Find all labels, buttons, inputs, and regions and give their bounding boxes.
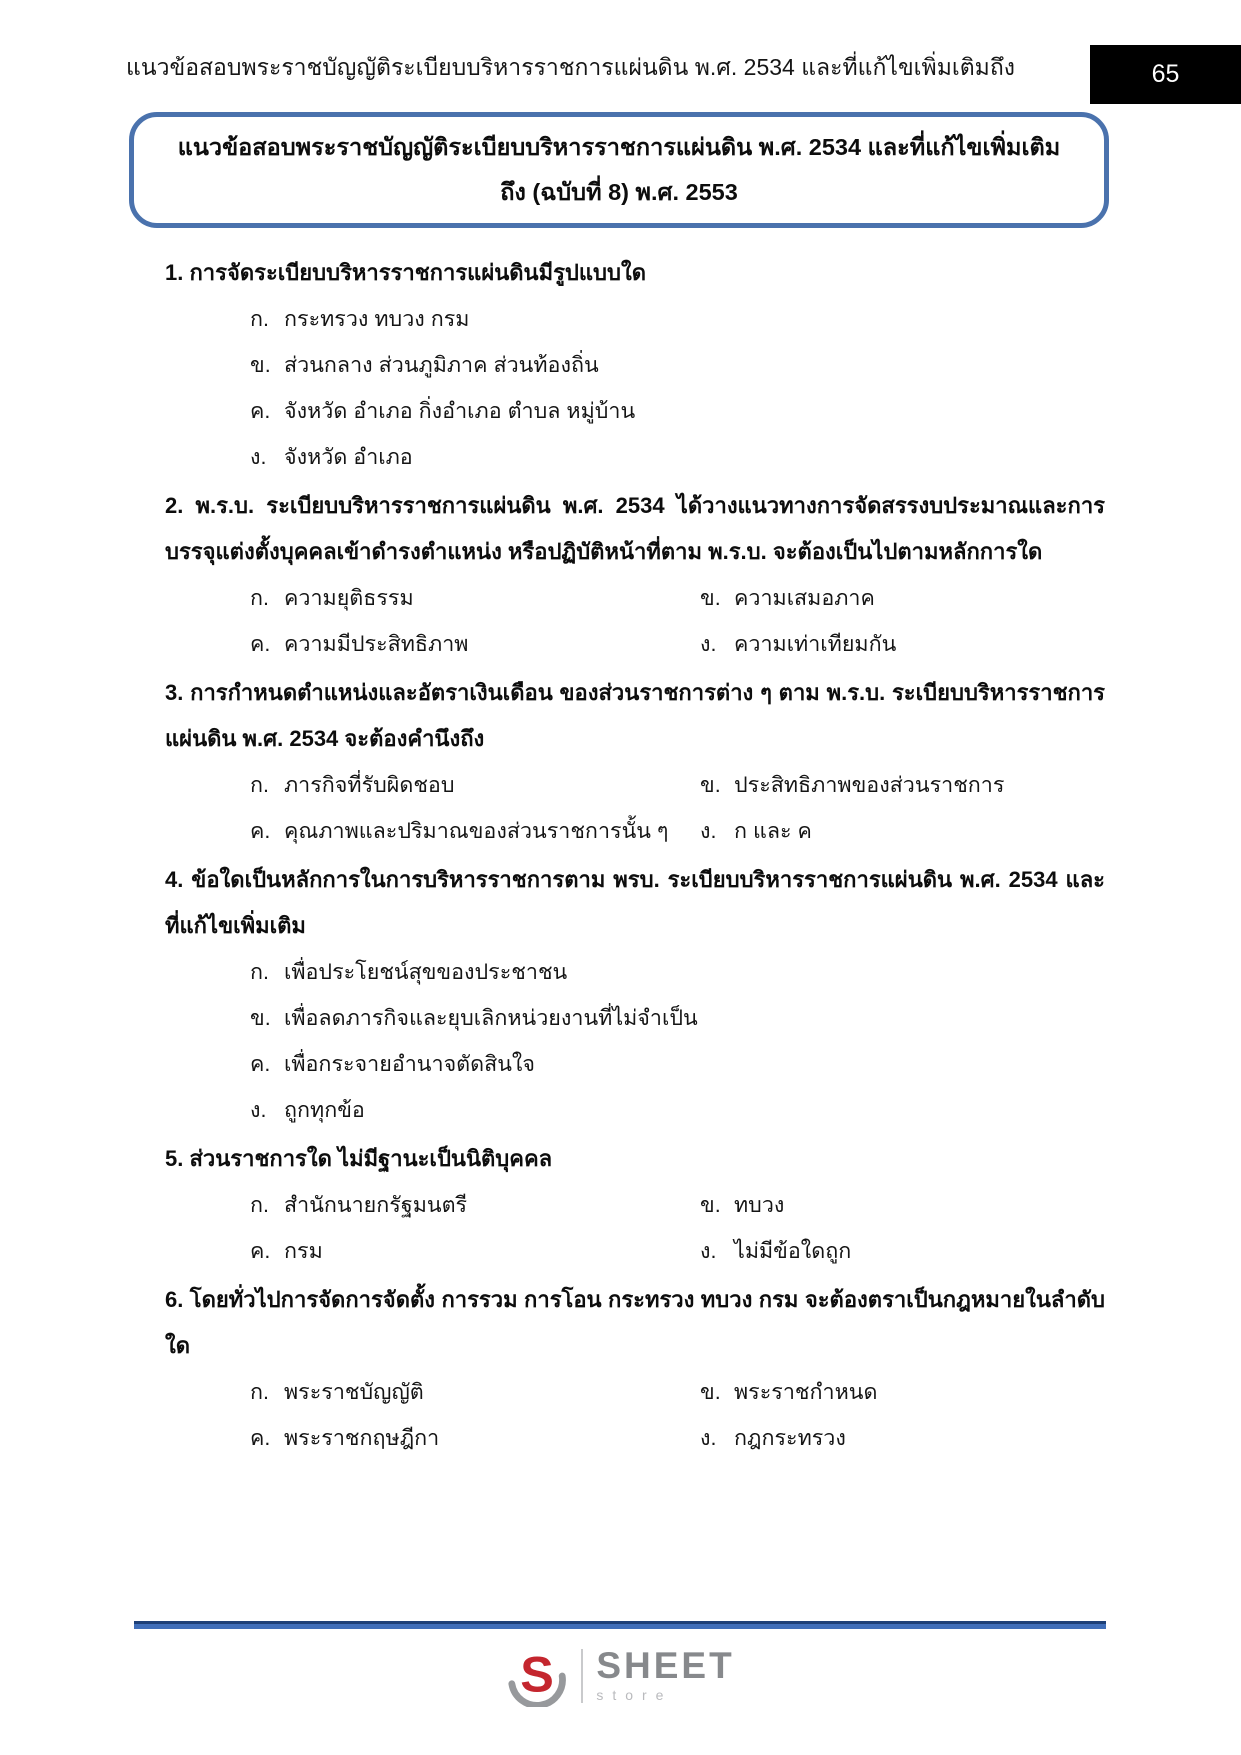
- option-text: ถูกทุกข้อ: [284, 1098, 365, 1122]
- option-text: ก และ ค: [734, 819, 812, 843]
- question-block: [165, 1277, 1105, 1461]
- option-letter: ง.: [700, 819, 717, 843]
- answer-option: [250, 1087, 1105, 1133]
- answer-option: [250, 296, 1105, 342]
- option-letter: ข.: [700, 773, 721, 797]
- option-text: จังหวัด อำเภอ กิ่งอำเภอ ตำบล หมู่บ้าน: [284, 399, 636, 423]
- option-letter: ข.: [700, 1193, 721, 1217]
- option-letter: ค.: [250, 399, 271, 423]
- options-list: [165, 762, 1105, 854]
- logo-divider: [581, 1649, 583, 1703]
- question-text: 4. ข้อใดเป็นหลักการในการบริหารราชการตาม พรบ. ระเบียบบริหารราชการแผ่นดิน พ.ศ. 2534 และที่แก้ไขเพิ่มเติม: [165, 867, 1105, 938]
- option-text: กรม: [284, 1239, 323, 1263]
- answer-option: [250, 342, 1105, 388]
- questions-area: [165, 250, 1105, 1464]
- option-letter: ก.: [250, 960, 269, 984]
- options-list: [165, 1369, 1105, 1461]
- question-block: [165, 1136, 1105, 1274]
- option-letter: ง.: [700, 1426, 717, 1450]
- option-text: ความเท่าเทียมกัน: [734, 632, 897, 656]
- option-letter: ก.: [250, 773, 269, 797]
- option-letter: ก.: [250, 586, 269, 610]
- document-title: แนวข้อสอบพระราชบัญญัติระเบียบบริหารราชการแผ่นดิน พ.ศ. 2534 และที่แก้ไขเพิ่มเติมถึง (ฉบับที่ 8) พ.ศ. 2553: [177, 134, 1061, 205]
- answer-option: [250, 995, 1105, 1041]
- option-text: ภารกิจที่รับผิดชอบ: [284, 773, 455, 797]
- option-text: เพื่อลดภารกิจและยุบเลิกหน่วยงานที่ไม่จำเป็น: [284, 1006, 698, 1030]
- answer-option: [250, 1369, 700, 1415]
- question-block: [165, 670, 1105, 854]
- answer-option: [700, 1228, 1105, 1274]
- answer-option: [700, 762, 1105, 808]
- answer-option: [250, 808, 700, 854]
- page-number: 65: [1151, 60, 1180, 88]
- logo-brand-subtitle: store: [596, 1687, 673, 1703]
- answer-option: [250, 388, 1105, 434]
- answer-option: [250, 949, 1105, 995]
- option-text: ส่วนกลาง ส่วนภูมิภาค ส่วนท้องถิ่น: [284, 353, 599, 377]
- option-text: ความมีประสิทธิภาพ: [284, 632, 469, 656]
- question-text: 2. พ.ร.บ. ระเบียบบริหารราชการแผ่นดิน พ.ศ. 2534 ได้วางแนวทางการจัดสรรงบประมาณและการบรรจุแต่งตั้งบุคคลเข้าดำรงตำแหน่ง หรือปฏิบัติหน้าที่ตาม พ.ร.บ. จะต้องเป็นไปตามหลักการใด: [165, 493, 1105, 564]
- option-letter: ค.: [250, 1426, 271, 1450]
- answer-option: [700, 575, 1105, 621]
- option-text: คุณภาพและปริมาณของส่วนราชการนั้น ๆ: [284, 819, 669, 843]
- option-text: กระทรวง ทบวง กรม: [284, 307, 470, 331]
- page-number-badge: [1090, 45, 1241, 104]
- option-letter: ค.: [250, 1052, 271, 1076]
- answer-option: [700, 1369, 1105, 1415]
- option-text: ความเสมอภาค: [734, 586, 875, 610]
- option-letter: ก.: [250, 1193, 269, 1217]
- sheet-store-logo: [0, 1645, 1241, 1707]
- answer-option: [250, 434, 1105, 480]
- question-text: 1. การจัดระเบียบบริหารราชการแผ่นดินมีรูปแบบใด: [165, 260, 647, 285]
- answer-option: [250, 1228, 700, 1274]
- option-text: สำนักนายกรัฐมนตรี: [284, 1193, 468, 1217]
- footer-divider: [134, 1621, 1106, 1629]
- question-text: 5. ส่วนราชการใด ไม่มีฐานะเป็นนิติบุคคล: [165, 1146, 553, 1171]
- option-letter: ก.: [250, 307, 269, 331]
- option-letter: ง.: [700, 1239, 717, 1263]
- option-letter: ข.: [250, 1006, 271, 1030]
- option-letter: ข.: [700, 586, 721, 610]
- option-letter: ง.: [250, 1098, 267, 1122]
- option-letter: ค.: [250, 632, 271, 656]
- answer-option: [700, 1415, 1105, 1461]
- answer-option: [250, 575, 700, 621]
- option-letter: ข.: [250, 353, 271, 377]
- svg-text:S: S: [520, 1645, 555, 1703]
- page-header-title: แนวข้อสอบพระราชบัญญัติระเบียบบริหารราชการแผ่นดิน พ.ศ. 2534 และที่แก้ไขเพิ่มเติมถึง: [126, 54, 1015, 80]
- logo-brand-name: SHEET: [596, 1645, 735, 1686]
- options-list: [165, 1182, 1105, 1274]
- options-list: [165, 296, 1105, 480]
- option-text: พระราชกฤษฎีกา: [284, 1426, 440, 1450]
- question-block: [165, 250, 1105, 480]
- question-block: [165, 483, 1105, 667]
- option-letter: ค.: [250, 1239, 271, 1263]
- logo-text-block: [596, 1645, 735, 1704]
- option-text: เพื่อกระจายอำนาจตัดสินใจ: [284, 1052, 536, 1076]
- answer-option: [250, 621, 700, 667]
- option-text: เพื่อประโยชน์สุขของประชาชน: [284, 960, 568, 984]
- answer-option: [700, 1182, 1105, 1228]
- answer-option: [250, 1182, 700, 1228]
- option-text: ความยุติธรรม: [284, 586, 414, 610]
- option-text: พระราชบัญญัติ: [284, 1380, 424, 1404]
- option-text: ทบวง: [734, 1193, 785, 1217]
- question-block: [165, 857, 1105, 1133]
- question-text: 6. โดยทั่วไปการจัดการจัดตั้ง การรวม การโอน กระทรวง ทบวง กรม จะต้องตราเป็นกฎหมายในลำดับใด: [165, 1287, 1105, 1358]
- question-text: 3. การกำหนดตำแหน่งและอัตราเงินเดือน ของส่วนราชการต่าง ๆ ตาม พ.ร.บ. ระเบียบบริหารราชการแผ่นดิน พ.ศ. 2534 จะต้องคำนึงถึง: [165, 680, 1105, 751]
- answer-option: [700, 808, 1105, 854]
- option-text: ประสิทธิภาพของส่วนราชการ: [734, 773, 1005, 797]
- option-text: ไม่มีข้อใดถูก: [734, 1239, 852, 1263]
- options-list: [165, 949, 1105, 1133]
- answer-option: [700, 621, 1105, 667]
- answer-option: [250, 762, 700, 808]
- document-title-box: [129, 112, 1109, 228]
- option-letter: ง.: [250, 445, 267, 469]
- answer-option: [250, 1041, 1105, 1087]
- option-text: กฎกระทรวง: [734, 1426, 846, 1450]
- option-letter: ก.: [250, 1380, 269, 1404]
- logo-s-icon: [506, 1645, 568, 1707]
- option-text: พระราชกำหนด: [734, 1380, 878, 1404]
- option-text: จังหวัด อำเภอ: [284, 445, 413, 469]
- options-list: [165, 575, 1105, 667]
- option-letter: ง.: [700, 632, 717, 656]
- option-letter: ค.: [250, 819, 271, 843]
- option-letter: ข.: [700, 1380, 721, 1404]
- answer-option: [250, 1415, 700, 1461]
